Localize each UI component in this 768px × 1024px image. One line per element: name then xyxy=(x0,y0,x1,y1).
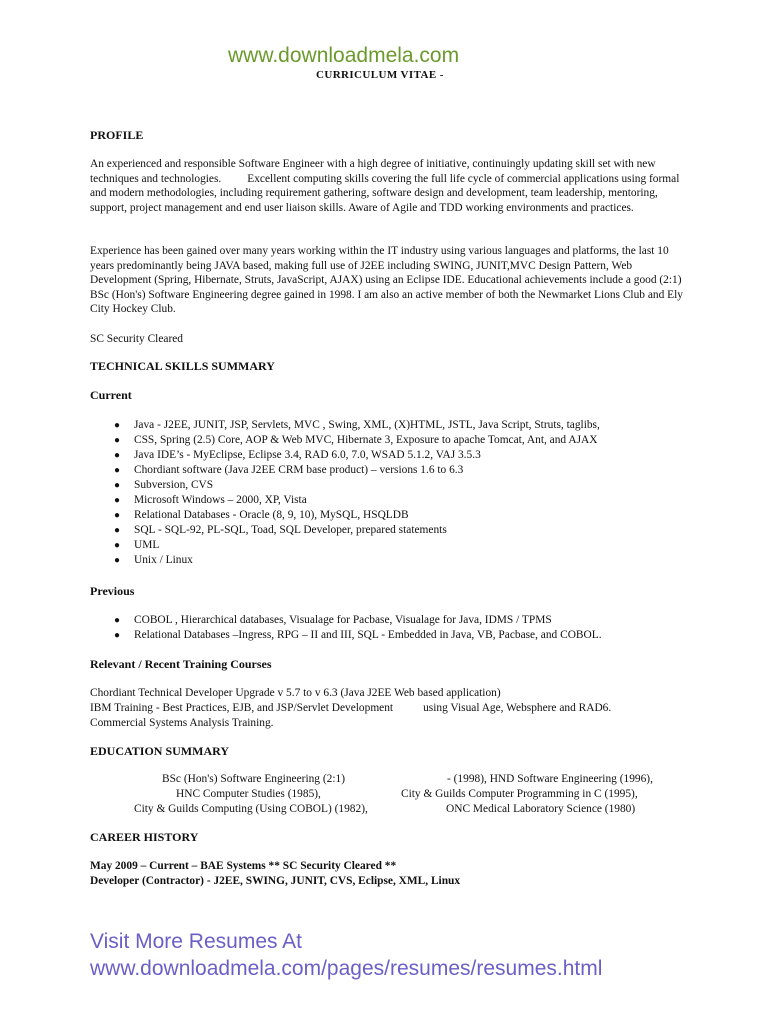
list-item-text: UML xyxy=(134,539,160,551)
training-line-2a: IBM Training - Best Practices, EJB, and JSP/Servlet Development xyxy=(90,702,394,714)
technical-skills-heading: TECHNICAL SKILLS SUMMARY xyxy=(90,359,275,373)
bullet-icon: ● xyxy=(114,435,121,446)
bullet-icon: ● xyxy=(114,540,121,551)
security-clearance-text: SC Security Cleared xyxy=(90,333,184,345)
list-item-text: Java IDE’s - MyEclipse, Eclipse 3.4, RAD 6.0, 7.0, WSAD 5.1.2, VAJ 3.5.3 xyxy=(134,449,481,461)
bullet-icon: ● xyxy=(114,420,121,431)
bullet-icon: ● xyxy=(114,630,121,641)
document-title: CURRICULUM VITAE - xyxy=(316,69,444,81)
footer-resumes-link[interactable]: www.downloadmela.com/pages/resumes/resumes.html xyxy=(90,957,603,980)
current-skills-heading: Current xyxy=(90,388,132,402)
profile-paragraph-1 xyxy=(90,157,690,215)
training-line-1: Chordiant Technical Developer Upgrade v 5.7 to v 6.3 (Java J2EE Web based application) xyxy=(90,687,501,699)
list-item-text: Relational Databases - Oracle (8, 9, 10), MySQL, HSQLDB xyxy=(134,509,409,521)
bullet-icon: ● xyxy=(114,510,121,521)
list-item xyxy=(114,493,600,508)
list-item xyxy=(114,523,600,538)
profile-paragraph-1a: An experienced and responsible Software Engineer with a high degree of initiative, continuingly updating skill set with new techniques and technologies. xyxy=(90,158,656,185)
list-item xyxy=(114,478,600,493)
list-item xyxy=(114,628,602,643)
list-item-text: Subversion, CVS xyxy=(134,479,214,491)
watermark-top-link[interactable]: www.downloadmela.com xyxy=(228,44,460,67)
profile-heading: PROFILE xyxy=(90,128,144,142)
list-item xyxy=(114,418,600,433)
list-item-text: CSS, Spring (2.5) Core, AOP & Web MVC, Hibernate 3, Exposure to apache Tomcat, Ant, and AJAX xyxy=(134,434,598,446)
education-item: BSc (Hon's) Software Engineering (2:1) xyxy=(162,773,345,785)
footer-watermark xyxy=(90,928,602,982)
bullet-icon: ● xyxy=(114,465,121,476)
career-heading: CAREER HISTORY xyxy=(90,830,199,844)
education-item: - (1998), HND Software Engineering (1996), xyxy=(447,773,653,785)
list-item-text: SQL - SQL-92, PL-SQL, Toad, SQL Developer, prepared statements xyxy=(134,524,447,536)
education-item: HNC Computer Studies (1985), xyxy=(176,788,321,800)
education-heading: EDUCATION SUMMARY xyxy=(90,744,230,758)
list-item xyxy=(114,538,600,553)
training-line-2b: using Visual Age, Websphere and RAD6. xyxy=(423,702,612,714)
list-item-text: COBOL , Hierarchical databases, Visualage for Pacbase, Visualage for Java, IDMS / TPMS xyxy=(134,614,552,626)
current-skills-list xyxy=(114,418,600,568)
list-item-text: Microsoft Windows – 2000, XP, Vista xyxy=(134,494,307,506)
profile-paragraph-1b: Excellent computing skills covering the full life cycle of commercial applications using formal and modern methodologies, including requirement gathering, software design and development, team leadership, mentoring, support, project management and end user liaison skills. Aware of Agile and TDD working environments and practices. xyxy=(90,172,680,214)
list-item xyxy=(114,433,600,448)
training-heading: Relevant / Recent Training Courses xyxy=(90,657,272,671)
list-item xyxy=(114,463,600,478)
bullet-icon: ● xyxy=(114,525,121,536)
profile-paragraph-2: Experience has been gained over many years working within the IT industry using various languages and platforms, the last 10 years predominantly being JAVA based, making full use of J2EE including SWING, JUNIT,MVC Design Pattern, Web Development (Spring, Hibernate, Struts, JavaScript, AJAX) using an Eclipse IDE. Educational achievements include a good (2:1) BSc (Hon's) Software Engineering degree gained in 1998. I am also an active member of both the Newmarket Lions Club and Ely City Hockey Club. xyxy=(90,245,683,316)
previous-skills-heading: Previous xyxy=(90,584,135,598)
career-entry-role: Developer (Contractor) - J2EE, SWING, JUNIT, CVS, Eclipse, XML, Linux xyxy=(90,875,461,887)
bullet-icon: ● xyxy=(114,495,121,506)
bullet-icon: ● xyxy=(114,480,121,491)
education-item: City & Guilds Computing (Using COBOL) (1982), xyxy=(134,803,368,815)
list-item xyxy=(114,613,602,628)
bullet-icon: ● xyxy=(114,555,121,566)
list-item xyxy=(114,508,600,523)
bullet-icon: ● xyxy=(114,615,121,626)
footer-visit-text: Visit More Resumes At xyxy=(90,930,303,953)
career-entry-title: May 2009 – Current – BAE Systems ** SC Security Cleared ** xyxy=(90,860,397,872)
education-item: ONC Medical Laboratory Science (1980) xyxy=(446,803,636,815)
list-item-text: Unix / Linux xyxy=(134,554,193,566)
training-line-2 xyxy=(90,701,690,716)
list-item-text: Chordiant software (Java J2EE CRM base product) – versions 1.6 to 6.3 xyxy=(134,464,464,476)
bullet-icon: ● xyxy=(114,450,121,461)
list-item-text: Relational Databases –Ingress, RPG – II and III, SQL - Embedded in Java, VB, Pacbase, and COBOL. xyxy=(134,629,602,641)
education-item: City & Guilds Computer Programming in C (1995), xyxy=(401,788,638,800)
training-line-3: Commercial Systems Analysis Training. xyxy=(90,717,274,729)
list-item-text: Java - J2EE, JUNIT, JSP, Servlets, MVC , Swing, XML, (X)HTML, JSTL, Java Script, Struts, taglibs, xyxy=(134,419,600,431)
list-item xyxy=(114,553,600,568)
list-item xyxy=(114,448,600,463)
previous-skills-list xyxy=(114,613,602,643)
